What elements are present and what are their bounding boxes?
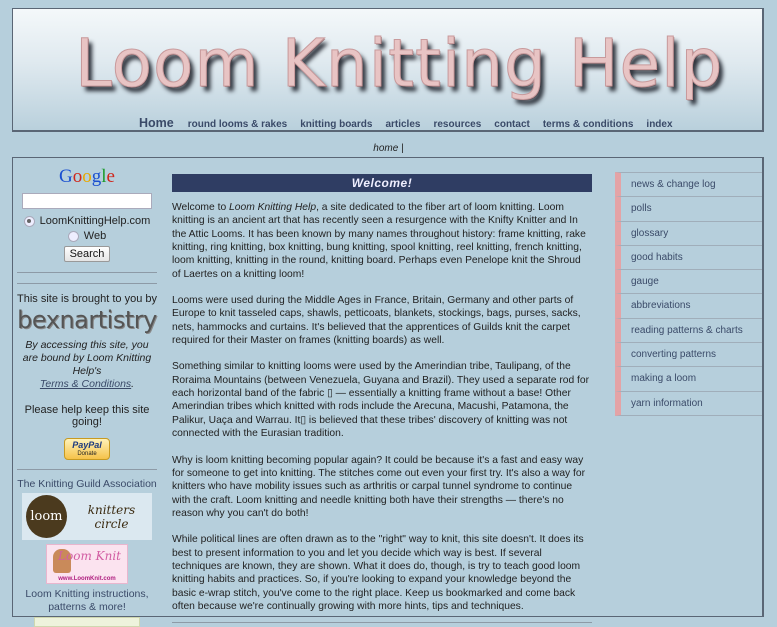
terms-notice	[17, 339, 157, 391]
amerindian-paragraph: Something similar to knitting looms were used by the Amerindian tribe, Taulipang, of the Roraima Mountains (between Venezuela, Guyana and Brazil). They used a separate rod for each horizontal band of the fabric ▯ — essentially a knitting frame without a base! Other Amerindian tribes which knitted with rods include the Arecuna, Macushi, Patamona, the Palikur, Uaça and Warrau. It▯ is believed that these tribes' discovery of knitting was not connected with the Eurasian tradition.	[172, 361, 590, 440]
sidebar-item-polls[interactable]: polls	[615, 197, 762, 221]
site-logo[interactable]: Loom Knitting Help	[75, 25, 724, 102]
loomknit-title: Loom Knit	[58, 549, 121, 563]
site-header	[12, 8, 764, 132]
google-logo: Google	[59, 166, 115, 187]
terms-period: .	[131, 378, 135, 390]
welcome-heading: Welcome!	[172, 174, 592, 192]
radio-web[interactable]	[68, 231, 79, 242]
sidebar-item-glossary[interactable]: glossary	[615, 222, 762, 246]
breadcrumb-home[interactable]: home	[373, 143, 399, 154]
sidebar-item-abbreviations[interactable]: abbreviations	[615, 294, 762, 318]
paypal-donate-button[interactable]	[64, 438, 110, 460]
left-sidebar	[17, 162, 157, 627]
nav-round-looms[interactable]: round looms & rakes	[187, 119, 288, 130]
right-sidebar-nav	[615, 172, 762, 416]
intro-paragraph	[172, 201, 592, 281]
loomknit-banner[interactable]	[46, 544, 128, 584]
radio-site-option[interactable]	[17, 215, 157, 227]
search-input[interactable]	[22, 193, 152, 209]
terms-notice-text: By accessing this site, you are bound by Loom Knitting Help's	[22, 339, 152, 377]
history-paragraph: Looms were used during the Middle Ages in France, Britain, Germany and other parts of Europe to knit tasseled caps, shawls, petticoats, blankets, stockings, bags, purses, sacks, nets, hammocks and curtains. It's believed that the apprentices of Guilds knit the carpet required for their Master on frames (knitting boards) as well.	[172, 295, 581, 347]
radio-web-label: Web	[83, 230, 107, 242]
support-text: Please help keep this site going!	[24, 404, 150, 428]
terms-link[interactable]: Terms & Conditions	[39, 378, 132, 390]
sidebar-item-reading-patterns[interactable]: reading patterns & charts	[615, 319, 762, 343]
sidebar-item-converting-patterns[interactable]: converting patterns	[615, 343, 762, 367]
nav-index[interactable]: index	[646, 119, 673, 130]
divider	[17, 272, 157, 273]
lkc-circle-logo: loom	[26, 495, 67, 538]
breadcrumb-separator: |	[398, 143, 404, 154]
nav-knitting-boards[interactable]: knitting boards	[300, 119, 373, 130]
sidebar-item-gauge[interactable]: gauge	[615, 270, 762, 294]
radio-site[interactable]	[24, 216, 35, 227]
philosophy-paragraph: While political lines are often drawn as to the "right" way to knit, this site doesn't. It does its best to present information to you and let you decide which way is best. If several techniques are known, they are shown. What it does do, though, is try to teach good loom knitting habits and practices. So, if you're looking to expand your knowledge beyond the basic e-wrap stitch, you've come to the right place. Keep us bookmarked and come back often because we're continually growing with more hints, tips and techniques.	[172, 534, 584, 612]
intro-site-name: Loom Knitting Help	[229, 202, 317, 213]
instructions-link[interactable]: Loom Knitting instructions, patterns & more!	[25, 588, 149, 613]
sidebar-item-good-habits[interactable]: good habits	[615, 246, 762, 270]
divider	[17, 283, 157, 284]
nav-resources[interactable]: resources	[433, 119, 482, 130]
breadcrumb	[0, 143, 777, 154]
nav-contact[interactable]: contact	[494, 119, 530, 130]
top-nav	[139, 116, 686, 130]
main-content	[172, 174, 592, 623]
intro-post: , a site dedicated to the fiber art of loom knitting. Loom knitting is an ancient art that has recently seen a resurgence with the Knifty Knitter and In the Attic Looms. It has been known by many names throughout history: frame knitting, rake knitting, ring knitting, box knitting, bung knitting, spool knitting, reel knitting, french knitting, loom knitting, knitting in the round, knitting board. Perhaps even Penelope knit the Shroud of Laertes on a knitting loom!	[172, 202, 586, 280]
sidebar-item-making-loom[interactable]: making a loom	[615, 367, 762, 391]
content-divider	[172, 622, 592, 623]
radio-site-label: LoomKnittingHelp.com	[39, 215, 151, 227]
bexnartistry-logo[interactable]: bexnartistry	[17, 306, 157, 334]
paypal-logo: PayPal	[72, 440, 102, 450]
sponsor-banner[interactable]	[34, 617, 140, 627]
brought-by-text: This site is brought to you by	[17, 293, 158, 305]
nav-home[interactable]: Home	[139, 116, 174, 130]
guild-link[interactable]: The Knitting Guild Association	[17, 478, 157, 490]
divider	[17, 469, 157, 470]
donate-label: Donate	[77, 451, 97, 457]
loomknit-url: www.LoomKnit.com	[58, 576, 116, 582]
popularity-paragraph: Why is loom knitting becoming popular again? It could be because it's a fast and easy way for someone to get into knitting. The stitches come out even your first try. It's also a way for knitters who have mobility issues such as arthritis or carpal tunnel syndrome to continue with the craft. Loom knitting and needle knitting both have their strengths — there's no reason why you can't do both!	[172, 454, 586, 519]
intro-pre: Welcome to	[172, 202, 230, 213]
sidebar-item-yarn-information[interactable]: yarn information	[615, 392, 762, 416]
radio-web-option[interactable]	[17, 230, 157, 242]
loom-knitters-circle-banner[interactable]	[22, 493, 152, 540]
nav-terms[interactable]: terms & conditions	[542, 119, 634, 130]
search-button[interactable]: Search	[64, 246, 111, 262]
sidebar-item-news[interactable]: news & change log	[615, 172, 762, 197]
lkc-text: knitters circle	[87, 502, 136, 531]
nav-articles[interactable]: articles	[385, 119, 421, 130]
